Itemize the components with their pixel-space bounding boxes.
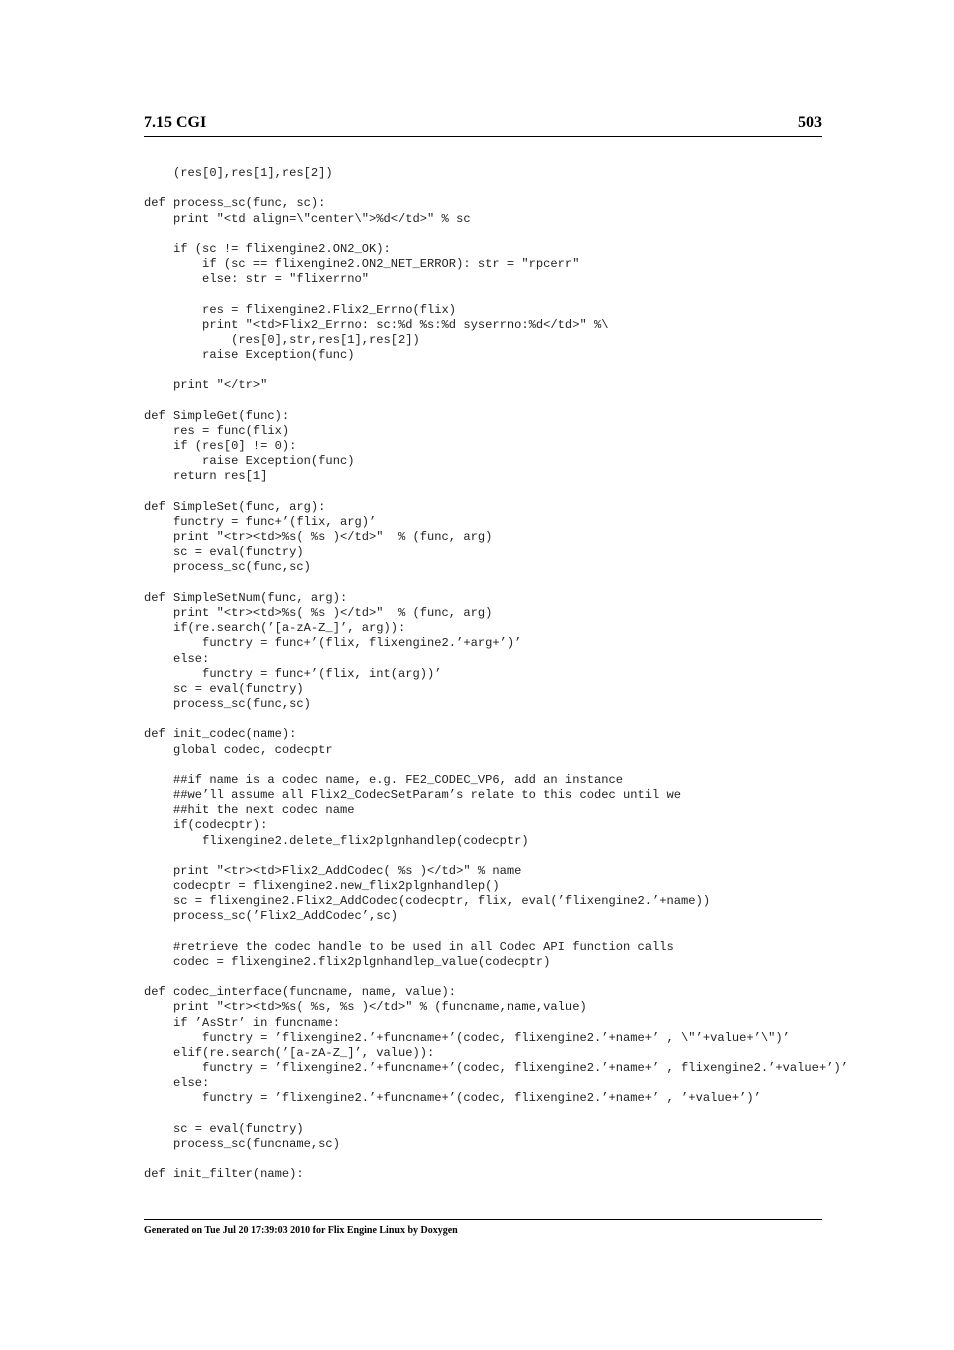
code-line: else: [144, 651, 210, 666]
code-line: def init_filter(name): [144, 1167, 304, 1182]
code-line: process_sc(funcname,sc) [144, 1137, 340, 1151]
code-line: process_sc(func,sc) [144, 560, 311, 575]
code-line: codec = flixengine2.flix2plgnhandlep_value(codecptr) [144, 954, 551, 969]
page-footer [144, 1219, 822, 1236]
code-line: global codec, codecptr [144, 742, 333, 757]
code-line: print "<tr><td>%s( %s )</td>" % (func, arg) [144, 605, 493, 620]
code-line: sc = eval(functry) [144, 681, 304, 696]
code-line: def process_sc(func, sc): [144, 196, 326, 211]
code-line: if (sc == flixengine2.ON2_NET_ERROR): str = "rpcerr" [144, 257, 580, 272]
code-line: elif(re.search(’[a-zA-Z_]’, value)): [144, 1045, 435, 1060]
code-line: functry = func+’(flix, arg)’ [144, 514, 377, 529]
code-line: raise Exception(func) [144, 454, 355, 469]
code-line: functry = ’flixengine2.’+funcname+’(codec, flixengine2.’+name+’ , ’+value+’)’ [144, 1091, 761, 1106]
code-line: process_sc(func,sc) [144, 697, 311, 712]
code-line: else: [144, 1076, 210, 1091]
code-line: print "<td>Flix2_Errno: sc:%d %s:%d syserrno:%d</td>" %\ [144, 317, 609, 332]
code-line: sc = flixengine2.Flix2_AddCodec(codecptr, flix, eval(’flixengine2.’+name)) [144, 894, 711, 909]
code-line: sc = eval(functry) [144, 1121, 304, 1136]
code-line: (res[0],str,res[1],res[2]) [144, 332, 420, 347]
code-line: if ’AsStr’ in funcname: [144, 1015, 340, 1030]
section-title: 7.15 CGI [144, 114, 207, 131]
code-listing [144, 166, 848, 1183]
code-line: raise Exception(func) [144, 348, 355, 363]
code-line: if(re.search(’[a-zA-Z_]’, arg)): [144, 621, 406, 636]
code-line: if (sc != flixengine2.ON2_OK): [144, 241, 391, 256]
code-line: ##we’ll assume all Flix2_CodecSetParam’s relate to this codec until we [144, 788, 682, 803]
code-line: flixengine2.delete_flix2plgnhandlep(codecptr) [144, 833, 529, 848]
code-line: if(codecptr): [144, 818, 268, 833]
code-line: if (res[0] != 0): [144, 439, 297, 454]
code-line: print "<tr><td>%s( %s )</td>" % (func, arg) [144, 530, 493, 545]
code-line: res = func(flix) [144, 423, 290, 438]
code-line: ##hit the next codec name [144, 803, 355, 818]
code-line: def init_codec(name): [144, 727, 297, 742]
code-line: def SimpleGet(func): [144, 408, 290, 423]
code-line: else: str = "flixerrno" [144, 272, 369, 287]
code-line: functry = ’flixengine2.’+funcname+’(codec, flixengine2.’+name+’ , flixengine2.’+value+’)’ [144, 1061, 848, 1076]
code-line: functry = ’flixengine2.’+funcname+’(codec, flixengine2.’+name+’ , \"’+value+’\")’ [144, 1030, 790, 1045]
code-line: functry = func+’(flix, flixengine2.’+arg+’)’ [144, 636, 522, 651]
code-line: print "<td align=\"center\">%d</td>" % sc [144, 211, 471, 226]
code-line: sc = eval(functry) [144, 545, 304, 560]
code-line: print "<tr><td>Flix2_AddCodec( %s )</td>" % name [144, 863, 522, 878]
code-line: ##if name is a codec name, e.g. FE2_CODEC_VP6, add an instance [144, 772, 623, 787]
page-header [144, 112, 822, 137]
generated-note: Generated on Tue Jul 20 17:39:03 2010 for Flix Engine Linux by Doxygen [144, 1225, 458, 1236]
code-line: (res[0],res[1],res[2]) [144, 166, 333, 180]
code-line: print "</tr>" [144, 378, 268, 393]
code-line: print "<tr><td>%s( %s, %s )</td>" % (funcname,name,value) [144, 1000, 587, 1015]
code-line: functry = func+’(flix, int(arg))’ [144, 666, 442, 681]
code-line: def codec_interface(funcname, name, value): [144, 985, 457, 1000]
code-line: res = flixengine2.Flix2_Errno(flix) [144, 302, 457, 317]
code-line: codecptr = flixengine2.new_flix2plgnhandlep() [144, 879, 500, 894]
code-line: def SimpleSetNum(func, arg): [144, 590, 348, 605]
code-line: return res[1] [144, 469, 268, 484]
page-number: 503 [798, 114, 822, 131]
code-line: process_sc(’Flix2_AddCodec’,sc) [144, 909, 399, 924]
code-line: #retrieve the codec handle to be used in all Codec API function calls [144, 939, 674, 954]
code-line: def SimpleSet(func, arg): [144, 499, 326, 514]
